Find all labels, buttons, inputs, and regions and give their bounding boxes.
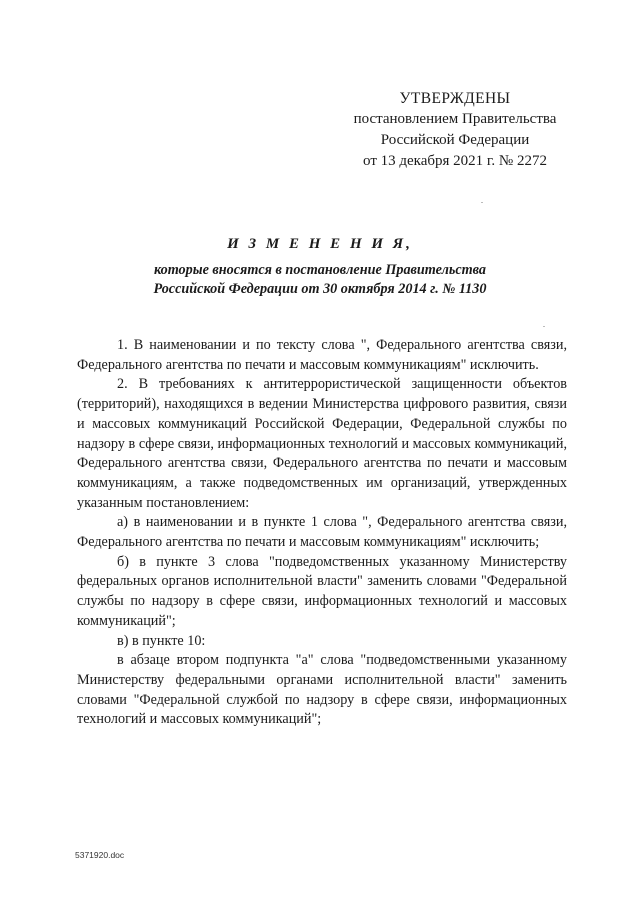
paragraph: 2. В требованиях к антитеррористической защищенности объектов (территорий), находящихся в ведении Министерства цифрового развития, связи и массовых коммуникаций Российской Федерации, Федеральной службы по надзору в сфере связи, информационных технологий и массовых коммуникаций, Федерального агентства связи, Федерального агентства по печати и массовым коммуникациям, а также подведомственных им организаций, утвержденных указанным постановлением: bbox=[77, 376, 567, 511]
approval-stamp bbox=[340, 88, 570, 172]
document-subtitle bbox=[0, 261, 640, 299]
subtitle-line: Российской Федерации от 30 октября 2014 г. № 1130 bbox=[153, 281, 487, 297]
scan-speck bbox=[481, 202, 483, 203]
paragraph: б) в пункте 3 слова "подведомственных указанному Министерству федеральных органов исполнительной власти" заменить словами "Федеральной службы по надзору в сфере связи, информационных технологий и массовых коммуникаций"; bbox=[77, 553, 567, 629]
approval-line: постановлением Правительства bbox=[353, 111, 557, 127]
document-title: И З М Е Н Е Н И Я, bbox=[227, 236, 413, 252]
paragraph: в абзаце втором подпункта "а" слова "подведомственными указанному Министерству федеральными органами исполнительной власти" заменить словами "Федеральной службой по надзору в сфере связи, информационных технологий и массовых коммуникаций"; bbox=[77, 652, 567, 728]
document-body bbox=[77, 336, 567, 730]
scan-speck bbox=[543, 326, 545, 327]
paragraph: в) в пункте 10: bbox=[117, 632, 206, 649]
approval-heading: УТВЕРЖДЕНЫ bbox=[399, 90, 511, 107]
subtitle-line: которые вносятся в постановление Правительства bbox=[153, 262, 487, 278]
approval-line: Российской Федерации bbox=[380, 132, 530, 148]
file-reference: 5371920.doc bbox=[75, 850, 125, 860]
paragraph: 1. В наименовании и по тексту слова ", Федерального агентства связи, Федерального агентства по печати и массовым коммуникациям" исключить. bbox=[77, 337, 567, 373]
approval-line: от 13 декабря 2021 г. № 2272 bbox=[363, 153, 547, 169]
paragraph: а) в наименовании и в пункте 1 слова ", Федерального агентства связи, Федерального агентства по печати и массовым коммуникациям" исключить; bbox=[77, 514, 567, 551]
